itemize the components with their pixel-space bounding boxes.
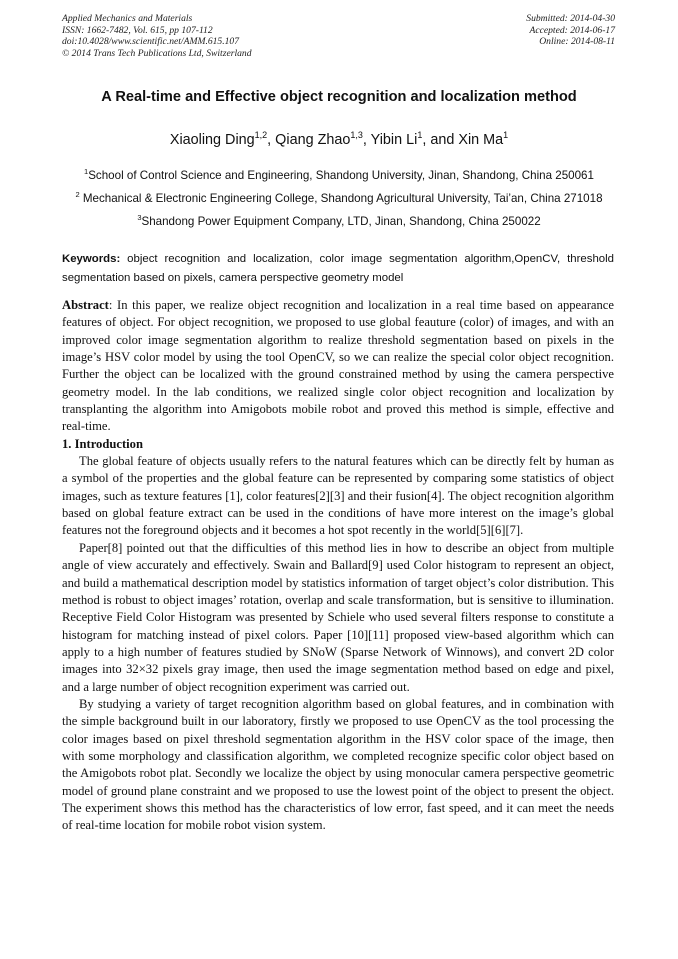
journal-copyright: © 2014 Trans Tech Publications Ltd, Switzerland bbox=[62, 47, 252, 59]
author-separator: , and bbox=[422, 131, 459, 148]
journal-issn: ISSN: 1662-7482, Vol. 615, pp 107-112 bbox=[62, 24, 213, 36]
section-heading: 1. Introduction bbox=[62, 436, 143, 451]
author-affil-sup: 1 bbox=[417, 130, 423, 140]
affiliation-3 bbox=[60, 208, 618, 231]
author-separator: , bbox=[267, 131, 276, 148]
submitted-date: Submitted: 2014-04-30 bbox=[526, 13, 615, 24]
keywords-label: Keywords: bbox=[62, 253, 121, 265]
affiliation-text: School of Control Science and Engineering, Shandong University, Jinan, Shandong, China 250061 bbox=[88, 168, 594, 182]
journal-name: Applied Mechanics and Materials bbox=[62, 13, 193, 24]
journal-info bbox=[62, 13, 252, 59]
abstract bbox=[62, 297, 614, 436]
affiliation-sup: 1 bbox=[84, 167, 89, 176]
affiliation-sup: 2 bbox=[75, 189, 80, 199]
author-name: Qiang Zhao bbox=[275, 131, 351, 148]
abstract-label: Abstract bbox=[62, 298, 109, 312]
paragraph: The global feature of objects usually refers to the natural features which can be directly felt by human as a symbol of the properties and the global feature can be represented by comparing some statistics of object images, such as texture features [1], color features[2][3] and their fusion[4]. The object recognition algorithm based on global feature extract can be used in the conditions of have more interest on the image’s global features not the foreground objects and it becomes a hot spot recently in the world[5][6][7]. bbox=[62, 454, 614, 538]
paragraph: Paper[8] pointed out that the difficulties of this method lies in how to describe an object from multiple angle of view accurately and effectively. Swain and Ballard[9] used Color histogram to represent an object, and build a mathematical description model by statistics information of target object’s color distribution. This method is robust to object images’ rotation, overlap and scale transformation, but is sensitive to illumination. Receptive Field Color Histogram was presented by Schiele who used several filters response to constitute a histogram for matching instead of pixel colors. Paper [10][11] proposed view-based algorithm which can apply to a high number of features studied by SNoW (Sparse Network of Winnows), and convert 2D color images into 32×32 pixels gray image, then used the image segmentation method based on edge and pixel, and a large number of object recognition experiment was carried out. bbox=[62, 540, 614, 694]
author-name: Yibin Li bbox=[370, 131, 418, 148]
affiliations bbox=[60, 162, 618, 231]
author-separator: , bbox=[362, 131, 371, 148]
accepted-date: Accepted: 2014-06-17 bbox=[529, 24, 615, 36]
author-affil-sup: 1,2 bbox=[254, 130, 268, 140]
paragraph: By studying a variety of target recognition algorithm based on global features, and in combination with the simple background built in our laboratory, firstly we proposed to use OpenCV as the tool processing the color images based on pixel threshold segmentation algorithm in the HSV color space of the image, then with some morphology and classification algorithm, we completed recognize specific color object based on the Amigobots robot plat. Secondly we localize the object by using monocular camera perspective geometric model of ground plane constraint and we proposed to use the lowest point of the object to present the object. The experiment shows this method has the characteristics of low error, fast speed, and it can meet the needs of real-time location for mobile robot vision system. bbox=[62, 696, 614, 833]
author-affil-sup: 1,3 bbox=[350, 130, 363, 140]
paper-title: A Real-time and Effective object recognition and localization method bbox=[101, 89, 577, 105]
affiliation-1 bbox=[60, 162, 618, 185]
online-date: Online: 2014-08-11 bbox=[539, 36, 615, 47]
author-name: Xiaoling Ding bbox=[169, 131, 255, 148]
affiliation-2 bbox=[60, 185, 618, 208]
affiliation-sup: 3 bbox=[137, 212, 142, 222]
journal-doi: doi:10.4028/www.scientific.net/AMM.615.107 bbox=[62, 36, 240, 47]
author-affil-sup: 1 bbox=[503, 130, 509, 140]
author-name: Xin Ma bbox=[458, 131, 504, 148]
affiliation-text: Shandong Power Equipment Company, LTD, Jinan, Shandong, China 250022 bbox=[141, 214, 541, 228]
abstract-text: : In this paper, we realize object recognition and localization in a real time based on appearance features of object. For object recognition, we proposed to use global feauture (color) of images, and with an improved color image segmentation algorithm to realize threshold segmentation based on pixels in the image’s HSV color model by using the tool OpenCV, so we can realize the special color object recognition. Further the object can be localized with the ground constrained method by using the camera perspective geometry model. In the lab conditions, we realized single color object recognition and localization by transplanting the algorithm into Amigobots mobile robot and proved this method is simple, effective and real-time. bbox=[62, 298, 614, 434]
keywords bbox=[62, 250, 614, 287]
paper-body bbox=[62, 297, 614, 835]
submission-dates bbox=[526, 13, 615, 48]
author-list bbox=[30, 130, 648, 148]
keywords-text: object recognition and localization, color image segmentation algorithm,OpenCV, threshold segmentation based on pixels, camera perspective geometry model bbox=[62, 253, 614, 284]
affiliation-text: Mechanical & Electronic Engineering College, Shandong Agricultural University, Tai’an, China 271018 bbox=[82, 191, 603, 205]
